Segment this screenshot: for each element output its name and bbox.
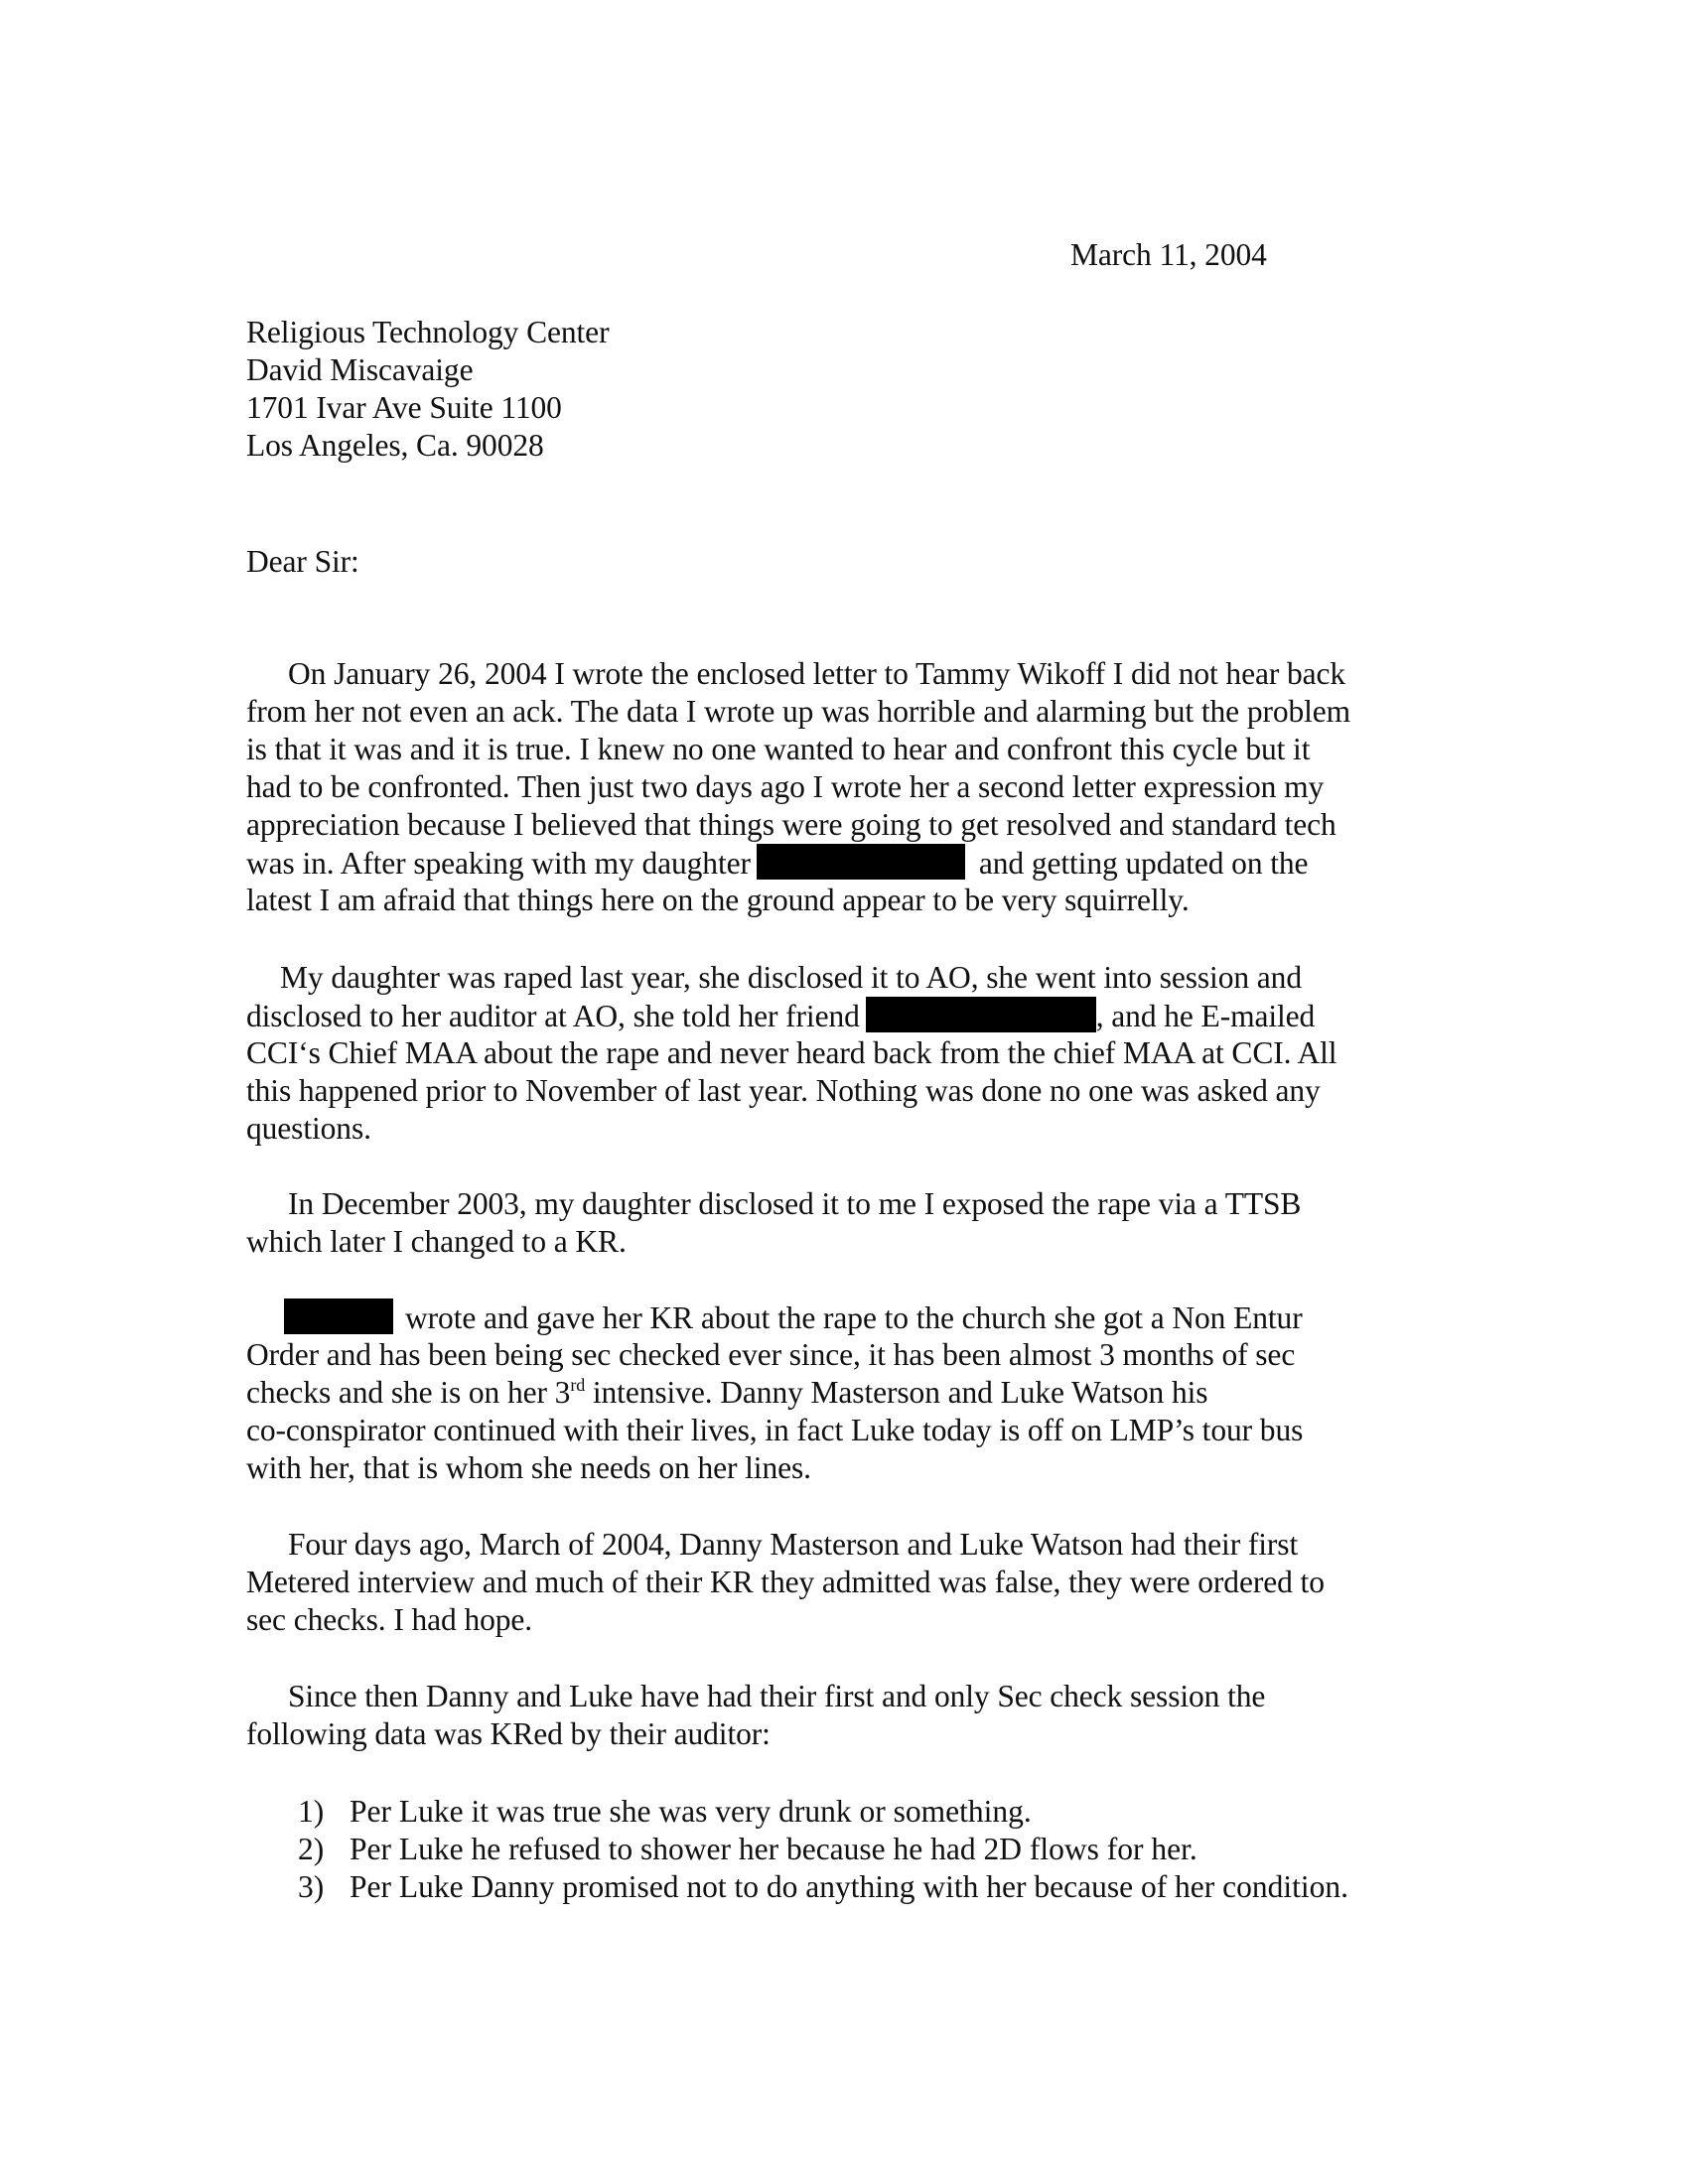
p6-line-1: Since then Danny and Luke have had their first and only Sec check session the xyxy=(288,1679,1266,1713)
p1-line-4: had to be confronted. Then just two days ago I wrote her a second letter expression my xyxy=(246,769,1325,804)
p2-line-2-start: disclosed to her auditor at AO, she told her friend xyxy=(246,999,860,1033)
p1-line-2: from her not even an ack. The data I wrote up was horrible and alarming but the problem xyxy=(246,694,1351,729)
p4-line-1-text: wrote and gave her KR about the rape to the church she got a Non Entur xyxy=(405,1300,1303,1335)
list-item-number: 3) xyxy=(298,1869,325,1904)
p2-line-5: questions. xyxy=(246,1111,371,1146)
salutation: Dear Sir: xyxy=(246,544,359,579)
p3-line-2: which later I changed to a KR. xyxy=(246,1224,627,1259)
p2-line-1: My daughter was raped last year, she disclosed it to AO, she went into session and xyxy=(280,960,1302,995)
p2-line-2-end: , and he E-mailed xyxy=(1095,999,1316,1033)
p4-line-3-end: intensive. Danny Masterson and Luke Watson his xyxy=(585,1375,1208,1410)
address-line-4: Los Angeles, Ca. 90028 xyxy=(246,428,544,463)
p1-line-1: On January 26, 2004 I wrote the enclosed letter to Tammy Wikoff I did not hear back xyxy=(288,656,1346,691)
list-item-text: Per Luke Danny promised not to do anything with her because of her condition. xyxy=(350,1869,1349,1904)
p1-line-6-start: was in. After speaking with my daughter xyxy=(246,846,751,881)
list-item-text: Per Luke it was true she was very drunk or something. xyxy=(350,1794,1032,1829)
p4-line-2: Order and has been being sec checked ever since, it has been almost 3 months of sec xyxy=(246,1337,1296,1372)
redaction-bar xyxy=(757,844,965,880)
p1-line-5: appreciation because I believed that things were going to get resolved and standard tech xyxy=(246,807,1336,842)
p2-line-3: CCI‘s Chief MAA about the rape and never heard back from the chief MAA at CCI. All xyxy=(246,1035,1337,1070)
p5-line-1: Four days ago, March of 2004, Danny Masterson and Luke Watson had their first xyxy=(288,1527,1299,1562)
p2-line-4: this happened prior to November of last year. Nothing was done no one was asked any xyxy=(246,1073,1321,1108)
list-item-number: 2) xyxy=(298,1832,325,1866)
redaction-bar xyxy=(866,997,1096,1032)
list-item-number: 1) xyxy=(298,1794,325,1829)
p4-line-4: co-conspirator continued with their lives, in fact Luke today is off on LMP’s tour bus xyxy=(246,1413,1304,1447)
address-line-3: 1701 Ivar Ave Suite 1100 xyxy=(246,390,562,425)
p5-line-3: sec checks. I had hope. xyxy=(246,1602,533,1637)
address-line-2: David Miscavaige xyxy=(246,352,474,387)
p4-line-1 xyxy=(284,1298,1303,1337)
p1-line-7: latest I am afraid that things here on the ground appear to be very squirrelly. xyxy=(246,883,1190,917)
p1-line-3: is that it was and it is true. I knew no one wanted to hear and confront this cycle but it xyxy=(246,732,1311,766)
p1-line-6-end: and getting updated on the xyxy=(978,846,1309,881)
p4-line-3 xyxy=(246,1374,1207,1412)
address-line-1: Religious Technology Center xyxy=(246,315,610,349)
p1-line-6 xyxy=(246,844,1308,883)
p4-line-3-superscript: rd xyxy=(570,1375,586,1395)
letter-date: March 11, 2004 xyxy=(1070,237,1267,272)
p4-line-3-start: checks and she is on her 3 xyxy=(246,1375,571,1410)
list-item-text: Per Luke he refused to shower her because he had 2D flows for her. xyxy=(350,1832,1197,1866)
redaction-bar xyxy=(284,1298,393,1334)
p2-line-2 xyxy=(246,997,1315,1035)
p6-line-2: following data was KRed by their auditor: xyxy=(246,1716,771,1751)
p5-line-2: Metered interview and much of their KR they admitted was false, they were ordered to xyxy=(246,1565,1325,1599)
p4-line-5: with her, that is whom she needs on her lines. xyxy=(246,1450,811,1485)
p3-line-1: In December 2003, my daughter disclosed it to me I exposed the rape via a TTSB xyxy=(288,1186,1302,1221)
